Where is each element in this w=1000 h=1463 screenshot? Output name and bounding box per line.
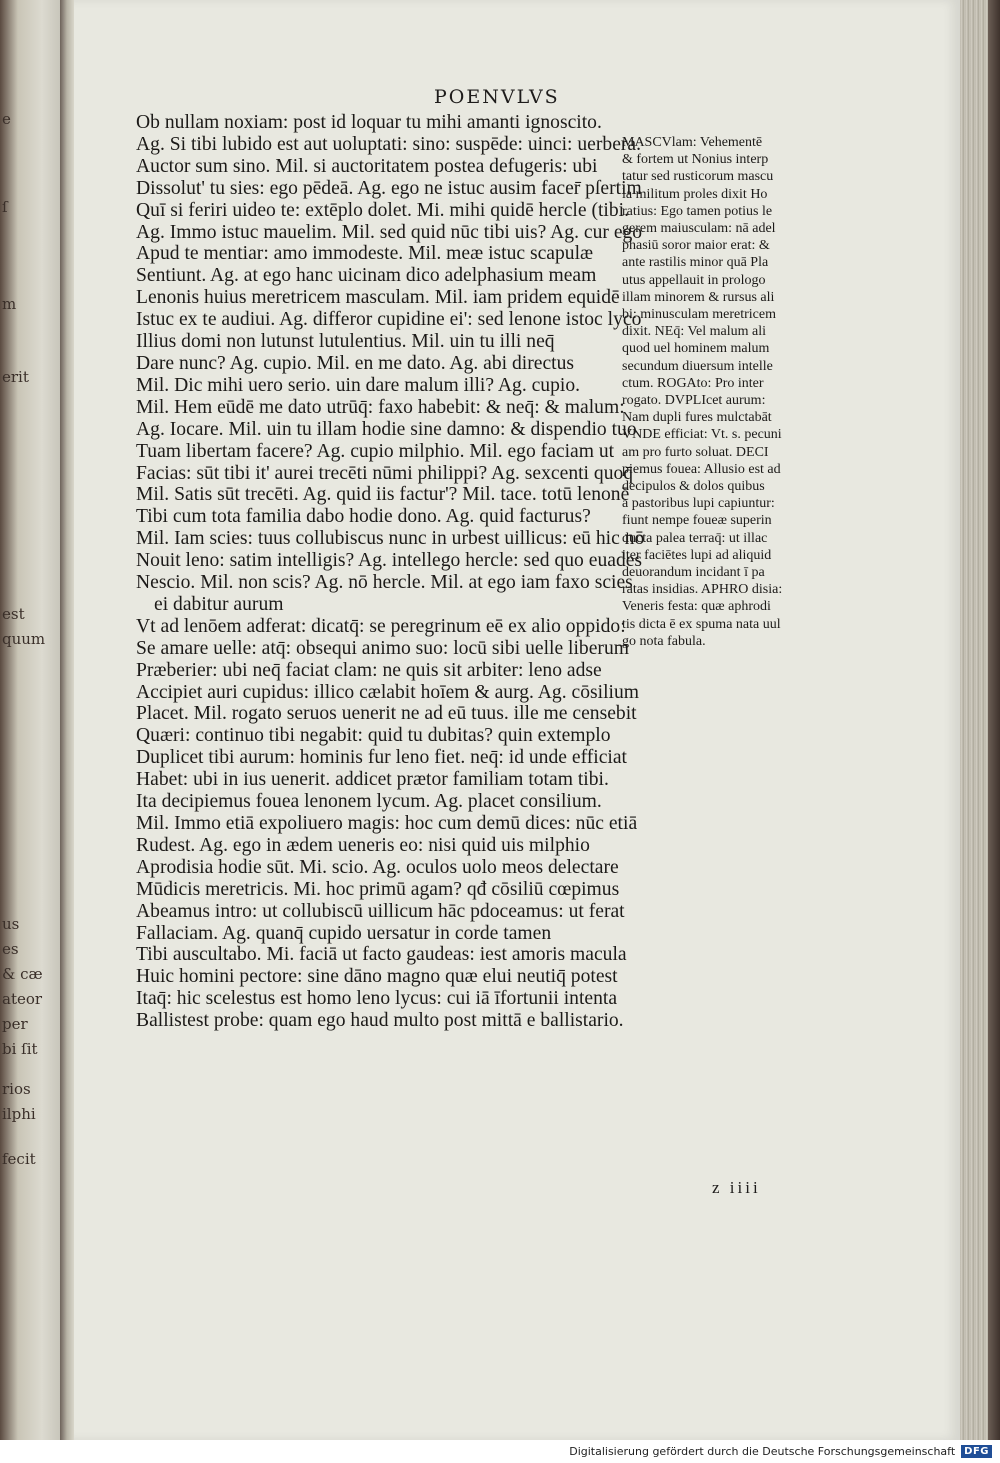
facing-page-fragment: e — [2, 110, 11, 128]
commentary-line: phasiū soror maior erat: & — [622, 238, 770, 254]
commentary-line: bi: minusculam meretricem — [622, 307, 776, 323]
page-block-edges — [960, 0, 1000, 1440]
commentary-line: deuorandum incidant ī pa — [622, 565, 765, 581]
facing-page-fragment: erit — [2, 368, 29, 386]
text-line: Duplicet tibi aurum: hominis fur leno fiet. neq̄: id unde efficiat — [136, 747, 627, 769]
facing-page-fragment: fecit — [2, 1150, 36, 1168]
text-line: Rudest. Ag. ego in ædem ueneris eo: nisi quid uis milphio — [136, 834, 590, 856]
text-line: Placet. Mil. rogato seruos uenerit ne ad eū tuus. ille me censebit — [136, 703, 637, 725]
text-line: Lenonis huius meretricem masculam. Mil. iam pridem equidē — [136, 287, 620, 309]
commentary-line: ducta palea terraq̄: ut illac — [622, 530, 768, 546]
facing-page-fragment: us — [2, 915, 20, 933]
text-line: Vt ad lenōem adferat: dicatq̄: se peregrinum eē ex alio oppido: — [136, 615, 626, 637]
text-line: Tuam libertam facere? Ag. cupio milphio. Mil. ego faciam ut — [136, 440, 615, 462]
running-head: POENVLVS — [434, 86, 560, 108]
text-line: Ag. Iocare. Mil. uin tu illam hodie sine damno: & dispendio tuo — [136, 418, 637, 440]
text-line: Nescio. Mil. non scis? Ag. nō hercle. Mil. at ego iam faxo scies — [136, 572, 633, 594]
commentary-line: dixit. NEq̄: Vel malum ali — [622, 324, 767, 340]
commentary-line: gerem maiusculam: nā adel — [622, 221, 776, 237]
facing-page-fragment: ilphi — [2, 1105, 36, 1123]
text-line: Itaq̄: hic scelestus est homo leno lycus: cui iā īfortunii intenta — [136, 988, 618, 1010]
text-line: Ag. Immo istuc mauelim. Mil. sed quid nūc tibi uis? Ag. cur ego — [136, 221, 643, 243]
funding-footer — [0, 1440, 1000, 1463]
commentary-line: VNDE efficiat: Vt. s. pecuni — [622, 427, 782, 443]
main-text-column — [136, 112, 676, 1032]
commentary-line: ratius: Ego tamen potius le — [622, 203, 773, 219]
commentary-line: decipulos & dolos quibus — [622, 479, 765, 495]
commentary-line: iter faciētes lupi ad aliquid — [622, 547, 772, 563]
commentary-line: ante rastilis minor quā Pla — [622, 255, 769, 271]
facing-page-fragment: & cæ — [2, 965, 43, 983]
text-line: Nouit leno: satim intelligis? Ag. intellego hercle: sed quo euades — [136, 550, 643, 572]
text-line: Sentiunt. Ag. at ego hanc uicinam dico adelphasium meam — [136, 265, 597, 287]
text-line: Mūdicis meretricis. Mi. hoc primū agam? qđ cōsiliū cœpimus — [136, 878, 620, 900]
text-line: Tibi auscultabo. Mi. faciā ut facto gaudeas: iest amoris macula — [136, 944, 627, 966]
dfg-logo: DFG — [961, 1445, 992, 1458]
commentary-line: go nota fabula. — [622, 633, 706, 649]
facing-page-fragment: est — [2, 605, 25, 623]
signature-mark: z iiii — [712, 1178, 761, 1197]
commentary-line: la militum proles dixit Ho — [622, 186, 768, 202]
text-line: Ob nullam noxiam: post id loquar tu mihi amanti ignoscito. — [136, 112, 602, 133]
commentary-line: illam minorem & rursus ali — [622, 289, 775, 305]
commentary-line: tatur sed rusticorum mascu — [622, 169, 774, 185]
commentary-line: Nam dupli fures mulctabāt — [622, 410, 772, 426]
commentary-line: Veneris festa: quæ aphrodi — [622, 599, 771, 615]
facing-page-fragment: rios — [2, 1080, 31, 1098]
commentary-line: quod uel hominem malum — [622, 341, 770, 357]
text-line: Mil. Hem eūdē me dato utrūq̄: faxo habebit: & neq̄: & malum: — [136, 396, 625, 418]
facing-page-fragment: ſ — [2, 198, 8, 216]
commentary-line: ctum. ROGAto: Pro inter — [622, 375, 764, 391]
facing-page-fragment: m — [2, 295, 17, 313]
facing-page-fragment: ateor — [2, 990, 43, 1008]
text-line: Tibi cum tota familia dabo hodie dono. Ag. quid facturus? — [136, 506, 591, 528]
commentary-line: a pastoribus lupi capiuntur: — [622, 496, 775, 512]
text-line: Ita decipiemus fouea lenonem lycum. Ag. placet consilium. — [136, 791, 602, 813]
commentary-line: piemus fouea: Allusio est ad — [622, 461, 781, 477]
text-line: Habet: ubi in ius uenerit. addicet prætor familiam totam tibi. — [136, 769, 609, 791]
text-line: Ag. Si tibi lubido est aut uoluptati: sino: suspēde: uinci: uerbera. — [136, 133, 642, 155]
commentary-line: secundum diuersum intelle — [622, 358, 773, 374]
page-recto — [74, 0, 960, 1440]
facing-page-fragment: quum — [2, 630, 46, 648]
commentary-line: MASCVlam: Vehementē — [622, 135, 763, 150]
commentary-line: rogato. DVPLIcet aurum: — [622, 393, 766, 409]
commentary-line: utus appellauit in prologo — [622, 272, 766, 288]
text-line: Abeamus intro: ut collubiscū uillicum hāc pdoceamus: ut ferat — [136, 900, 625, 922]
facing-page-fragment: es — [2, 940, 19, 958]
commentary-line: fiunt nempe foueæ superin — [622, 513, 772, 529]
funding-notice: Digitalisierung gefördert durch die Deutsche Forschungsgemeinschaft — [569, 1445, 956, 1458]
text-line: Dare nunc? Ag. cupio. Mil. en me dato. Ag. abi directus — [136, 352, 575, 374]
text-line: Mil. Dic mihi uero serio. uin dare malum illi? Ag. cupio. — [136, 374, 581, 396]
text-line: Accipiet auri cupidus: illico cælabit hoīem & aurg. Ag. cōsilium — [136, 681, 639, 703]
commentary-line: ratas insidias. APHRO disia: — [622, 582, 783, 598]
book-gutter — [60, 0, 74, 1440]
text-line: Dissolut' tu sies: ego pēdeā. Ag. ego ne istuc ausim facer̄ pſertim — [136, 177, 642, 199]
text-line: Se amare uelle: atq̄: obsequi animo suo: locū sibi uelle liberum — [136, 637, 629, 659]
text-line: Ballistest probe: quam ego haud multo post mittā e ballistario. — [136, 1010, 624, 1032]
text-line: ei dabitur aurum — [154, 593, 284, 615]
commentary-line: am pro furto soluat. DECI — [622, 444, 769, 460]
text-line: Præberier: ubi neq̄ faciat clam: ne quis sit arbiter: leno adse — [136, 659, 602, 681]
commentary-column — [622, 134, 812, 650]
text-line: Mil. Satis sūt trecēti. Ag. quid iis factur'? Mil. tace. totū lenonē — [136, 484, 630, 506]
text-line: Auctor sum sino. Mil. si auctoritatem postea defugeris: ubi — [136, 155, 598, 177]
text-line: Quī si feriri uideo te: extēplo dolet. Mi. mihi quidē hercle (tibi. — [136, 199, 629, 221]
facing-page-edge — [0, 0, 60, 1440]
text-line: Mil. Iam scies: tuus collubiscus nunc in urbest uillicus: eū hic nō — [136, 528, 645, 550]
facing-page-fragment: per — [2, 1015, 28, 1033]
text-line: Quæri: continuo tibi negabit: quid tu dubitas? quin extemplo — [136, 725, 611, 747]
text-line: Fallaciam. Ag. quanq̄ cupido uersatur in corde tamen — [136, 922, 552, 944]
text-line: Istuc ex te audiui. Ag. differor cupidine ei': sed lenone istoc lyco — [136, 309, 642, 331]
text-line: Mil. Immo etiā expoliuero magis: hoc cum demū dices: nūc etiā — [136, 813, 638, 834]
text-line: Huic homini pectore: sine dāno magno quæ elui neutiq̄ potest — [136, 966, 618, 988]
text-line: Apud te mentiar: amo immodeste. Mil. meæ istuc scapulæ — [136, 243, 594, 265]
facing-page-fragment: bi ſit — [2, 1040, 38, 1058]
text-line: Facias: sūt tibi it' aurei trecēti nūmi philippi? Ag. sexcenti quoq̄ — [136, 462, 634, 484]
text-line: Illius domi non lutunst lutulentius. Mil. uin tu illi neq̄ — [136, 331, 555, 353]
text-line: Aprodisia hodie sūt. Mi. scio. Ag. oculos uolo meos delectare — [136, 856, 619, 878]
commentary-line: tis dicta ē ex spuma nata uul — [622, 616, 781, 632]
commentary-line: & fortem ut Nonius interp — [622, 152, 769, 168]
